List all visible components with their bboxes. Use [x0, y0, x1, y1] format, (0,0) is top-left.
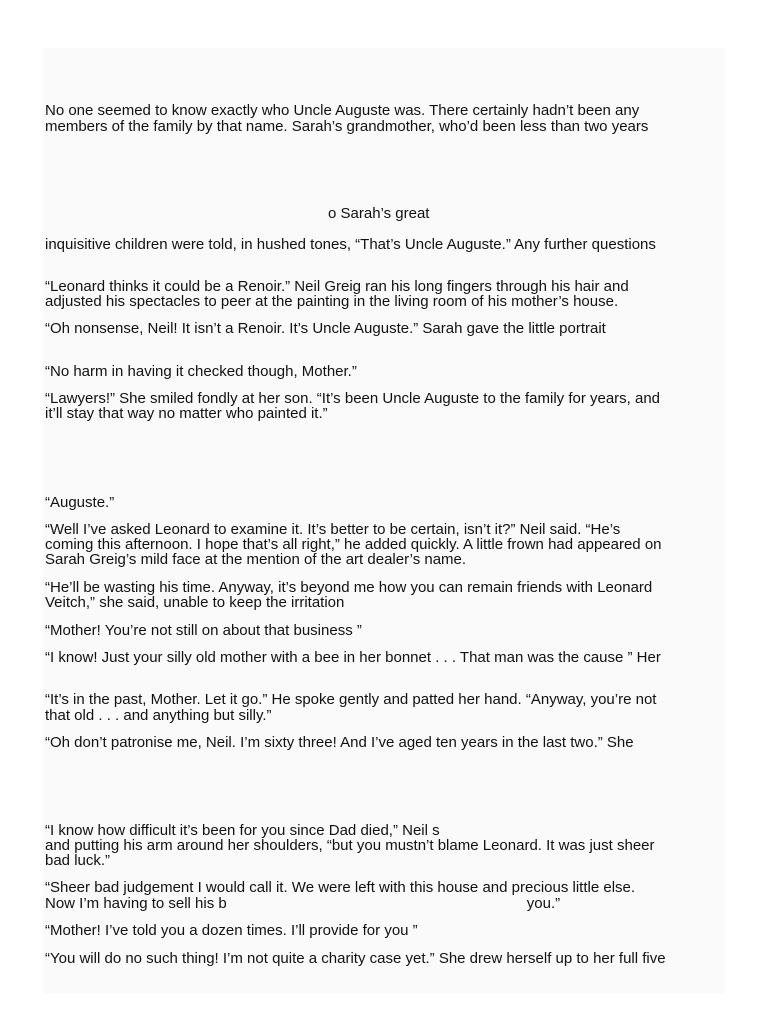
- paragraph-7-line-2: it’ll stay that way no matter who painted it.”: [45, 405, 328, 422]
- paragraph-16-line-2: Now I’m having to sell his b you.”: [45, 895, 561, 912]
- paragraph-13-line-1: “It’s in the past, Mother. Let it go.” He spoke gently and patted her hand. “Anyway, you’re not: [45, 691, 657, 708]
- paragraph-15-line-1: “I know how difficult it’s been for you since Dad died,” Neil s: [45, 822, 440, 839]
- paragraph-4-line-2: adjusted his spectacles to peer at the painting in the living room of his mother’s house.: [45, 293, 619, 310]
- paragraph-9-line-2: coming this afternoon. I hope that’s all right,” he added quickly. A little frown had appeared on: [45, 536, 662, 553]
- paragraph-6-line-1: “No harm in having it checked though, Mother.”: [45, 363, 357, 380]
- paragraph-4-line-1: “Leonard thinks it could be a Renoir.” Neil Greig ran his long fingers through his hair and: [45, 278, 629, 295]
- paragraph-2-line-1: o Sarah’s great: [328, 205, 430, 222]
- paragraph-9-line-1: “Well I’ve asked Leonard to examine it. It’s better to be certain, isn’t it?” Neil said. “He’s: [45, 521, 621, 538]
- paragraph-14-line-1: “Oh don’t patronise me, Neil. I’m sixty three! And I’ve aged ten years in the last two.” She: [45, 734, 634, 751]
- paragraph-12-line-1: “I know! Just your silly old mother with a bee in her bonnet . . . That man was the cause ” Her: [45, 649, 661, 666]
- paragraph-15-line-2: and putting his arm around her shoulders, “but you mustn’t blame Leonard. It was just sheer: [45, 837, 655, 854]
- paragraph-5-line-1: “Oh nonsense, Neil! It isn’t a Renoir. It’s Uncle Auguste.” Sarah gave the little portrait: [45, 320, 606, 337]
- paragraph-8-line-1: “Auguste.”: [45, 494, 115, 511]
- paragraph-1-line-2: members of the family by that name. Sarah’s grandmother, who’d been less than two years: [45, 118, 649, 135]
- paragraph-17-line-1: “Mother! I’ve told you a dozen times. I’ll provide for you ”: [45, 922, 418, 939]
- paragraph-7-line-1: “Lawyers!” She smiled fondly at her son. “It’s been Uncle Auguste to the family for years, and: [45, 390, 661, 407]
- paragraph-16-line-1: “Sheer bad judgement I would call it. We were left with this house and precious little else.: [45, 879, 636, 896]
- paragraph-3-line-1: inquisitive children were told, in hushed tones, “That’s Uncle Auguste.” Any further questions: [45, 236, 656, 253]
- paragraph-10-line-1: “He’ll be wasting his time. Anyway, it’s beyond me how you can remain friends with Leonard: [45, 579, 653, 596]
- paragraph-11-line-1: “Mother! You’re not still on about that business ”: [45, 622, 362, 639]
- paragraph-10-line-2: Veitch,” she said, unable to keep the irritation: [45, 594, 345, 611]
- paragraph-13-line-2: that old . . . and anything but silly.”: [45, 707, 272, 724]
- paragraph-15-line-3: bad luck.”: [45, 852, 111, 869]
- paragraph-18-line-1: “You will do no such thing! I’m not quite a charity case yet.” She drew herself up to her full five: [45, 950, 666, 967]
- paragraph-1-line-1: No one seemed to know exactly who Uncle Auguste was. There certainly hadn’t been any: [45, 102, 640, 119]
- paragraph-9-line-3: Sarah Greig’s mild face at the mention of the art dealer’s name.: [45, 551, 467, 568]
